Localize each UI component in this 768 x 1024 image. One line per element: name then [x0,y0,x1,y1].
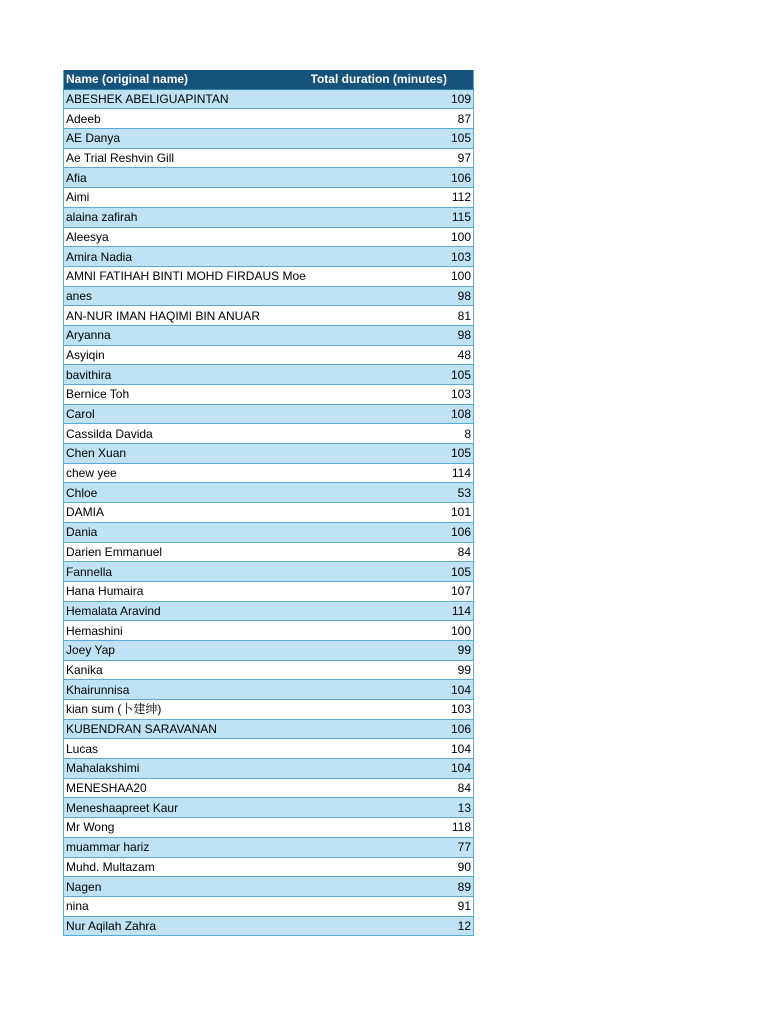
cell-name[interactable]: Muhd. Multazam [64,857,311,877]
cell-name[interactable]: Carol [64,404,311,424]
table-row [64,739,474,759]
table-row [64,680,474,700]
table-row [64,168,474,188]
table-row [64,306,474,326]
table-body [64,89,474,936]
cell-duration[interactable]: 100 [311,621,474,641]
table-row [64,345,474,365]
cell-duration[interactable]: 99 [311,640,474,660]
cell-name[interactable]: anes [64,286,311,306]
table-row [64,660,474,680]
cell-name[interactable]: MENESHAA20 [64,778,311,798]
table-row [64,89,474,109]
cell-name[interactable]: Hana Humaira [64,581,311,601]
cell-duration[interactable]: 97 [311,148,474,168]
cell-name[interactable]: nina [64,896,311,916]
cell-name[interactable]: Amira Nadia [64,247,311,267]
column-header-name[interactable]: Name (original name) [64,70,311,89]
cell-duration[interactable]: 104 [311,680,474,700]
cell-duration[interactable]: 103 [311,247,474,267]
cell-duration[interactable]: 104 [311,759,474,779]
cell-name[interactable]: Hemashini [64,621,311,641]
cell-name[interactable]: Nur Aqilah Zahra [64,916,311,936]
cell-name[interactable]: DAMIA [64,503,311,523]
cell-duration[interactable]: 100 [311,227,474,247]
cell-duration[interactable]: 53 [311,483,474,503]
cell-name[interactable]: muammar hariz [64,837,311,857]
cell-name[interactable]: Fannella [64,562,311,582]
cell-name[interactable]: Mahalakshimi [64,759,311,779]
cell-name[interactable]: Joey Yap [64,640,311,660]
cell-duration[interactable]: 98 [311,286,474,306]
cell-duration[interactable]: 90 [311,857,474,877]
cell-name[interactable]: Bernice Toh [64,385,311,405]
cell-name[interactable]: Asyiqin [64,345,311,365]
table-row [64,877,474,897]
table-row [64,778,474,798]
cell-name[interactable]: Khairunnisa [64,680,311,700]
table-row [64,109,474,129]
cell-duration[interactable]: 99 [311,660,474,680]
cell-name[interactable]: AE Danya [64,129,311,149]
cell-name[interactable]: chew yee [64,463,311,483]
cell-name[interactable]: KUBENDRAN SARAVANAN [64,719,311,739]
cell-name[interactable]: Mr Wong [64,818,311,838]
cell-duration[interactable]: 112 [311,188,474,208]
column-header-duration[interactable]: Total duration (minutes) [311,70,474,89]
cell-duration[interactable]: 109 [311,89,474,109]
cell-duration[interactable]: 12 [311,916,474,936]
cell-duration[interactable]: 87 [311,109,474,129]
cell-name[interactable]: alaina zafirah [64,207,311,227]
table-row [64,798,474,818]
table-row [64,640,474,660]
table-row [64,207,474,227]
cell-duration[interactable]: 115 [311,207,474,227]
table-row [64,266,474,286]
cell-duration[interactable]: 8 [311,424,474,444]
cell-duration[interactable]: 91 [311,896,474,916]
cell-name[interactable]: bavithira [64,365,311,385]
cell-name[interactable]: Aryanna [64,325,311,345]
cell-name[interactable]: Darien Emmanuel [64,542,311,562]
table-row [64,621,474,641]
cell-duration[interactable]: 106 [311,522,474,542]
cell-duration[interactable]: 101 [311,503,474,523]
attendance-sheet [63,70,473,936]
cell-name[interactable]: ABESHEK ABELIGUAPINTAN [64,89,311,109]
table-row [64,837,474,857]
cell-duration[interactable]: 81 [311,306,474,326]
cell-duration[interactable]: 106 [311,719,474,739]
cell-name[interactable]: kian sum (卜建绅) [64,700,311,720]
table-row [64,857,474,877]
cell-duration[interactable]: 48 [311,345,474,365]
table-row [64,365,474,385]
cell-name[interactable]: AMNI FATIHAH BINTI MOHD FIRDAUS Moe [64,266,311,286]
cell-duration[interactable]: 84 [311,542,474,562]
cell-name[interactable]: Nagen [64,877,311,897]
cell-name[interactable]: Lucas [64,739,311,759]
cell-duration[interactable]: 118 [311,818,474,838]
cell-duration[interactable]: 104 [311,739,474,759]
table-row [64,227,474,247]
cell-duration[interactable]: 106 [311,168,474,188]
cell-duration[interactable]: 105 [311,444,474,464]
cell-duration[interactable]: 100 [311,266,474,286]
cell-name[interactable]: Kanika [64,660,311,680]
table-row [64,916,474,936]
table-row [64,404,474,424]
table-row [64,188,474,208]
cell-duration[interactable]: 107 [311,581,474,601]
table-row [64,325,474,345]
cell-name[interactable]: Aleesya [64,227,311,247]
table-row [64,129,474,149]
cell-name[interactable]: Meneshaapreet Kaur [64,798,311,818]
table-row [64,522,474,542]
cell-duration[interactable]: 105 [311,562,474,582]
cell-name[interactable]: Dania [64,522,311,542]
cell-duration[interactable]: 84 [311,778,474,798]
table-row [64,483,474,503]
cell-duration[interactable]: 13 [311,798,474,818]
duration-table [63,70,474,936]
cell-name[interactable]: AN-NUR IMAN HAQIMI BIN ANUAR [64,306,311,326]
table-row [64,818,474,838]
table-header-row [64,70,474,89]
cell-name[interactable]: Cassilda Davida [64,424,311,444]
table-row [64,286,474,306]
cell-name[interactable]: Chen Xuan [64,444,311,464]
cell-name[interactable]: Afia [64,168,311,188]
cell-duration[interactable]: 108 [311,404,474,424]
table-row [64,503,474,523]
table-row [64,247,474,267]
cell-name[interactable]: Aimi [64,188,311,208]
table-row [64,601,474,621]
table-row [64,759,474,779]
cell-duration[interactable]: 103 [311,700,474,720]
table-row [64,424,474,444]
table-row [64,581,474,601]
cell-duration[interactable]: 105 [311,365,474,385]
cell-duration[interactable]: 77 [311,837,474,857]
cell-duration[interactable]: 103 [311,385,474,405]
table-row [64,148,474,168]
cell-duration[interactable]: 98 [311,325,474,345]
cell-duration[interactable]: 114 [311,601,474,621]
table-row [64,719,474,739]
table-row [64,444,474,464]
table-row [64,896,474,916]
table-row [64,385,474,405]
table-row [64,562,474,582]
cell-duration[interactable]: 114 [311,463,474,483]
table-row [64,542,474,562]
cell-name[interactable]: Ae Trial Reshvin Gill [64,148,311,168]
cell-name[interactable]: Chloe [64,483,311,503]
cell-duration[interactable]: 89 [311,877,474,897]
table-row [64,463,474,483]
table-row [64,700,474,720]
cell-name[interactable]: Hemalata Aravind [64,601,311,621]
cell-name[interactable]: Adeeb [64,109,311,129]
cell-duration[interactable]: 105 [311,129,474,149]
